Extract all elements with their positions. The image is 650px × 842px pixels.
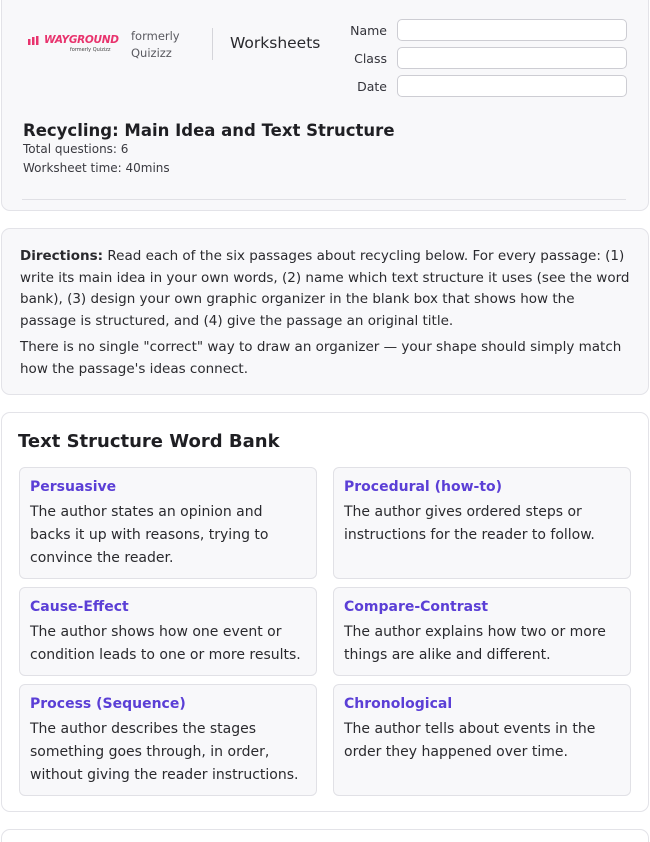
word-bank-title: Text Structure Word Bank <box>18 431 280 452</box>
term-name: Cause-Effect <box>30 599 129 615</box>
term-definition: The author explains how two or more things are alike and different. <box>344 624 606 663</box>
section-label: Worksheets <box>230 34 321 52</box>
class-label: Class <box>354 51 387 66</box>
term-name: Procedural (how-to) <box>344 479 503 495</box>
total-questions: Total questions: 6 <box>23 142 129 156</box>
term-name: Compare-Contrast <box>344 599 489 615</box>
logo-subtext: formerly Quizizz <box>70 47 111 53</box>
directions-note: There is no single "correct" way to draw an organizer — your shape should simply match how the passage's ideas connect. <box>20 339 622 377</box>
date-label: Date <box>357 79 387 94</box>
name-field[interactable] <box>397 19 627 41</box>
term-chronological <box>333 684 631 796</box>
term-procedural <box>333 467 631 579</box>
directions-lead: Directions: <box>20 248 104 264</box>
term-definition: The author states an opinion and backs it up with reasons, trying to convince the reader. <box>30 504 269 566</box>
class-field[interactable] <box>397 47 627 69</box>
term-definition: The author describes the stages something goes through, in order, without giving the reader instructions. <box>30 721 299 783</box>
directions-card <box>1 228 649 395</box>
header-rule <box>22 199 626 200</box>
term-persuasive <box>19 467 317 579</box>
term-definition: The author tells about events in the order they happened over time. <box>344 721 596 760</box>
term-compare-contrast <box>333 587 631 676</box>
term-name: Persuasive <box>30 479 117 495</box>
term-cause-effect <box>19 587 317 676</box>
term-process-sequence <box>19 684 317 796</box>
date-field[interactable] <box>397 75 627 97</box>
logo-wordmark: WAYGROUND <box>44 34 119 46</box>
name-label: Name <box>350 23 387 38</box>
term-name: Chronological <box>344 696 453 712</box>
formerly-quizizz-text: formerly Quizizz <box>131 29 180 60</box>
worksheet-title: Recycling: Main Idea and Text Structure <box>23 121 395 140</box>
wayground-logo <box>28 34 118 56</box>
term-name: Process (Sequence) <box>30 696 186 712</box>
term-definition: The author gives ordered steps or instructions for the reader to follow. <box>344 504 595 543</box>
worksheet-time: Worksheet time: 40mins <box>23 161 170 175</box>
term-definition: The author shows how one event or condition leads to one or more results. <box>30 624 301 663</box>
header-divider <box>212 28 213 60</box>
directions-text <box>20 246 630 332</box>
logo-mark-icon <box>28 36 43 45</box>
next-section-card <box>1 829 649 842</box>
directions-body: Read each of the six passages about recycling below. For every passage: (1) write its main idea in your own words, (2) name which text structure it uses (see the word bank), (3) design your own graphic organizer in the blank box that shows how the passage is structured, and (4) give the passage an original title. <box>20 248 630 329</box>
